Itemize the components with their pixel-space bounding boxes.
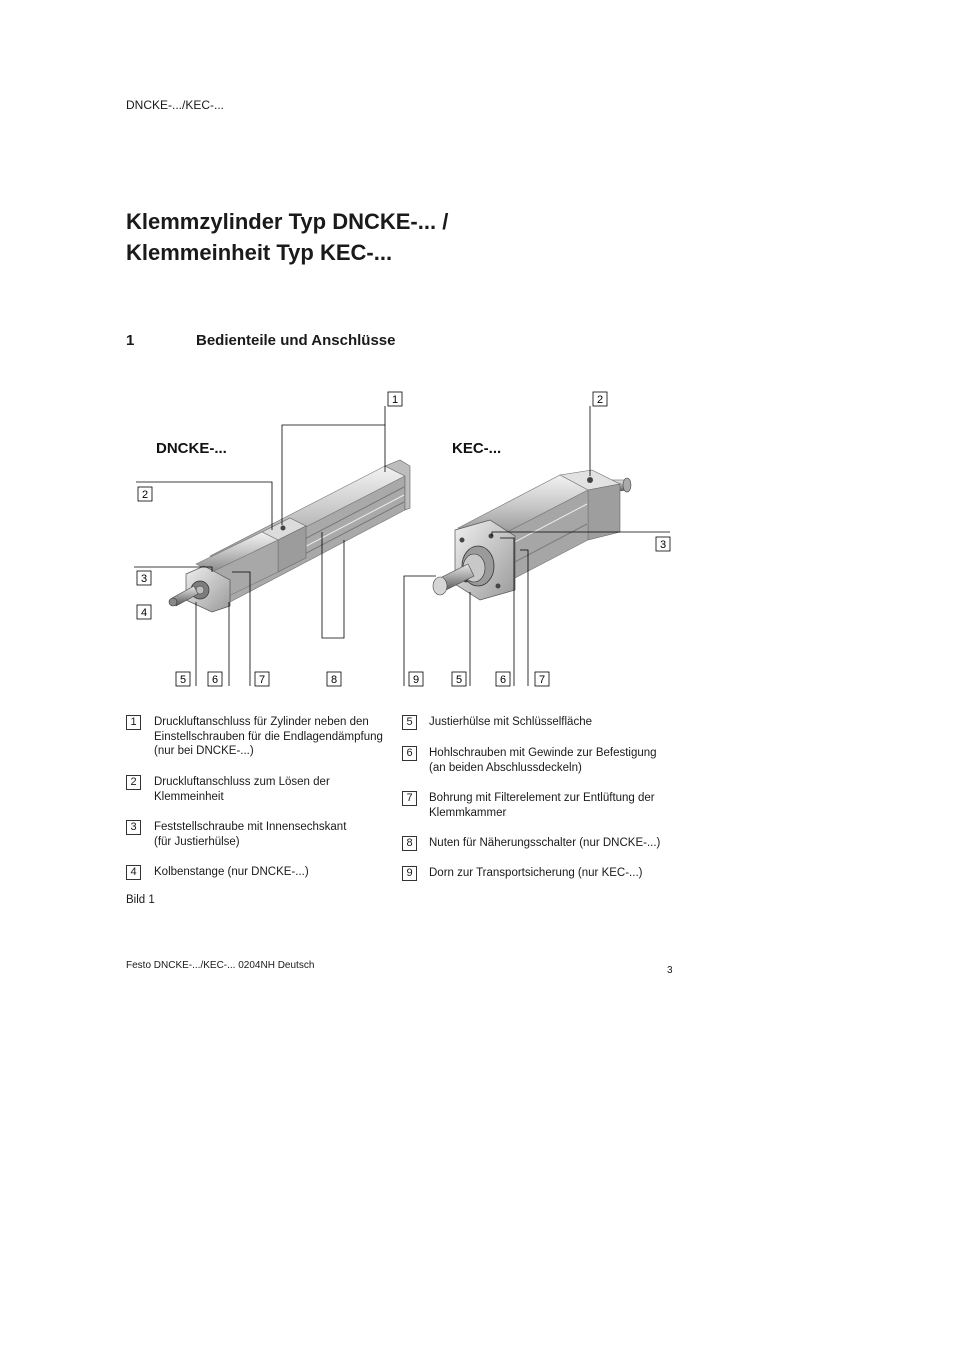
- legend-num-9: 9: [402, 866, 417, 881]
- legend-9-line-1: Dorn zur Transportsicherung (nur KEC-...): [429, 867, 643, 879]
- legend-5-line-1: Justierhülse mit Schlüsselfläche: [429, 716, 592, 728]
- legend-num-1: 1: [126, 715, 141, 730]
- section-number: 1: [126, 332, 135, 349]
- legend-item-7: [429, 791, 655, 820]
- legend-item-9: [429, 866, 642, 881]
- legend-6-line-1: Hohlschrauben mit Gewinde zur Befestigung: [429, 747, 657, 759]
- kec-clamp-illustration: [433, 470, 631, 600]
- legend-item-4: [154, 865, 309, 880]
- callout-8: 8: [330, 674, 338, 686]
- title-line-1: Klemmzylinder Typ DNCKE-... /: [126, 209, 449, 234]
- figure-caption: Bild 1: [126, 894, 155, 906]
- legend-1-line-2: Einstellschrauben für die Endlagendämpfung: [154, 730, 383, 743]
- legend-item-1: [154, 715, 383, 759]
- title-line-2: Klemmeinheit Typ KEC-...: [126, 240, 393, 265]
- section-title: Bedienteile und Anschlüsse: [196, 332, 396, 349]
- legend-num-3: 3: [126, 820, 141, 835]
- legend-1-line-3: (nur bei DNCKE-...): [154, 745, 254, 757]
- callout-2-kec: 2: [596, 394, 604, 406]
- legend-4-line-1: Kolbenstange (nur DNCKE-...): [154, 866, 309, 878]
- legend-num-4: 4: [126, 865, 141, 880]
- callout-7: 7: [258, 674, 266, 686]
- legend-2-line-2: Klemmeinheit: [154, 790, 224, 803]
- legend-8-line-1: Nuten für Näherungsschalter (nur DNCKE-...): [429, 837, 661, 849]
- document-code: DNCKE-.../KEC-...: [126, 98, 225, 112]
- callout-9-kec: 9: [412, 674, 420, 686]
- callout-6-kec: 6: [499, 674, 507, 686]
- callout-7-kec: 7: [538, 674, 546, 686]
- product-figure: [0, 380, 954, 700]
- callout-3: 3: [140, 573, 148, 585]
- page-title: [126, 206, 448, 268]
- callout-6: 6: [211, 674, 219, 686]
- legend-7-line-2: Klemmkammer: [429, 806, 507, 819]
- legend-6-line-2: (an beiden Abschlussdeckeln): [429, 761, 582, 774]
- legend-item-2: [154, 775, 330, 804]
- dncke-cylinder-illustration: [169, 460, 410, 612]
- legend-item-3: [154, 820, 346, 849]
- callout-2: 2: [141, 489, 149, 501]
- footer-doc-info: Festo DNCKE-.../KEC-... 0204NH Deutsch: [126, 960, 315, 971]
- legend-num-7: 7: [402, 791, 417, 806]
- legend-item-8: [429, 836, 660, 851]
- figure-label-dncke: DNCKE-...: [156, 440, 227, 457]
- callout-5-kec: 5: [455, 674, 463, 686]
- legend-item-5: [429, 715, 592, 730]
- legend-2-line-1: Druckluftanschluss zum Lösen der: [154, 776, 330, 788]
- callout-1: 1: [391, 394, 399, 406]
- callout-5: 5: [179, 674, 187, 686]
- legend-3-line-2: (für Justierhülse): [154, 835, 240, 848]
- legend-num-2: 2: [126, 775, 141, 790]
- legend-item-6: [429, 746, 657, 775]
- legend-1-line-1: Druckluftanschluss für Zylinder neben den: [154, 716, 369, 728]
- callout-4: 4: [140, 607, 148, 619]
- page-number: 3: [667, 965, 673, 976]
- legend-7-line-1: Bohrung mit Filterelement zur Entlüftung der: [429, 792, 655, 804]
- figure-label-kec: KEC-...: [452, 440, 502, 457]
- legend-num-5: 5: [402, 715, 417, 730]
- legend-num-6: 6: [402, 746, 417, 761]
- legend-num-8: 8: [402, 836, 417, 851]
- callout-3-kec: 3: [659, 539, 667, 551]
- legend-3-line-1: Feststellschraube mit Innensechskant: [154, 821, 347, 833]
